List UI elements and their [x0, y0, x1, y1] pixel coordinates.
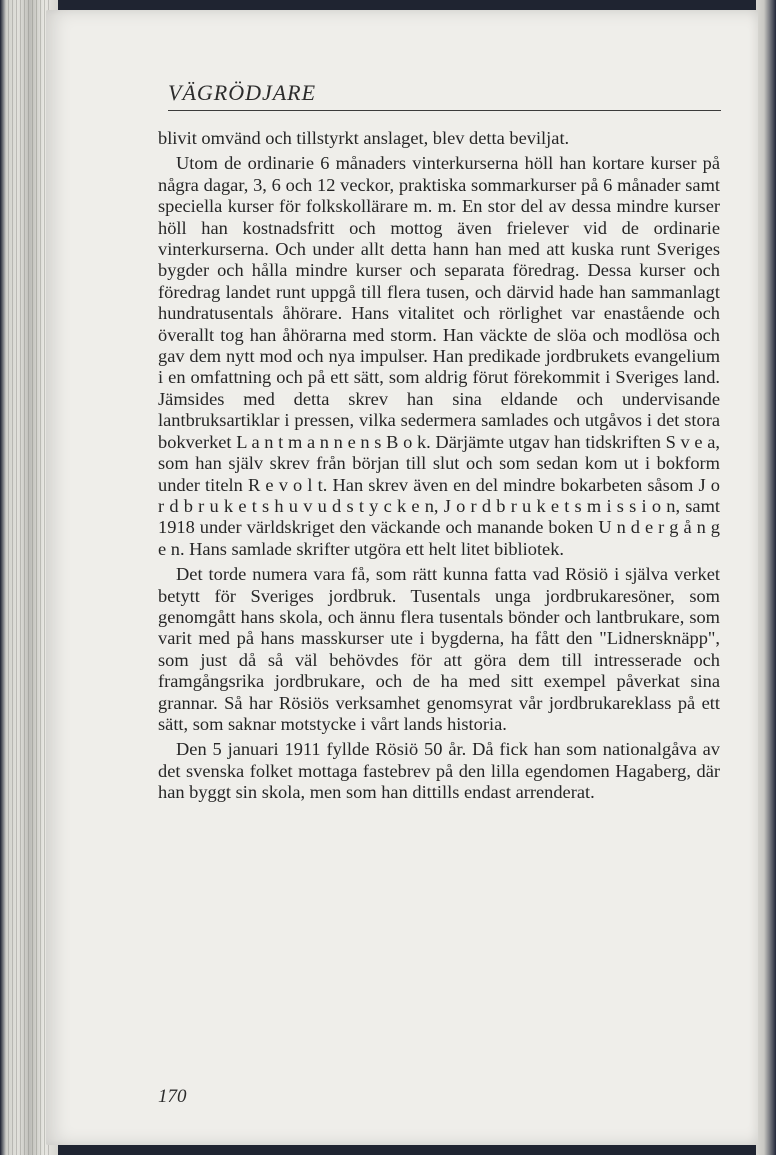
paragraph-1: blivit omvänd och tillstyrkt anslaget, blev detta beviljat.: [158, 128, 570, 148]
running-head: VÄGRÖDJARE: [168, 80, 721, 111]
paragraph-2: Utom de ordinarie 6 månaders vinterkurserna höll han kortare kurser på några dagar, 3, 6 och 12 veckor, praktiska sommarkurser på 6 månader samt speciella kurser för folkskollärare m. m. En stor del av dessa mindre kurser höll han kostnadsfritt och mottog även frielever vid de ordinarie vinterkurserna. Och under allt detta hann han med att kuska runt Sveriges bygder och hålla mindre kurser och separata föredrag. Dessa kurser och föredrag landet runt uppgå till flera tusen, och därvid hade han sammanlagt hundratusentals åhörare. Hans vitalitet och rörlighet var enastående och överallt tog han åhörarna med storm. Han väckte de slöa och modlösa och gav dem nytt mod och nya impulser. Han predikade jordbrukets evangelium i en omfattning och på ett sätt, som aldrig förut förekommit i Sveriges land. Jämsides med detta skrev han sina eldande och undervisande lantbruksartiklar i pressen, vilka sedermera samlades och utgåvos i det stora bokverket L a n t m a n n e n s B o k. Därjämte utgav han tidskriften S v e a, som han själv skrev från början till slut och som sedan kom ut i bokform under titeln R e v o l t. Han skrev även en del mindre bokarbeten såsom J o r d b r u k e t s h u v u d s t y c k e n, J o r d b r u k e t s m i s s i o n, samt 1918 under världskriget den väckande och manande boken U n d e r g å n g e n. Hans samlade skrifter utgöra ett helt litet bibliotek.: [158, 153, 720, 559]
page-number: 170: [158, 1086, 187, 1107]
book-page-edge-right: [756, 0, 776, 1155]
paragraph-4: Den 5 januari 1911 fyllde Rösiö 50 år. Då fick han som nationalgåva av det svenska folket mottaga fastebrev på den lilla egendomen Hagaberg, där han byggt sin skola, men som han dittills endast arrenderat.: [158, 739, 720, 803]
body-text: [158, 128, 720, 804]
paragraph-3: Det torde numera vara få, som rätt kunna fatta vad Rösiö i själva verket betytt för Sveriges jordbruk. Tusentals unga jordbrukaresöner, som genomgått hans skola, och ännu flera tusentals bönder och lantbrukare, som varit med på hans masskurser ute i bygderna, ha fått den "Lidnersknäpp", som just då så väl behövdes för att göra dem till intresserade och framgångsrika jordbrukare, och de ha med sitt exempel påverkat sina grannar. Så har Rösiös verksamhet genomsyrat vår jordbrukareklass på ett sätt, som saknar motstycke i vårt lands historia.: [158, 564, 720, 734]
